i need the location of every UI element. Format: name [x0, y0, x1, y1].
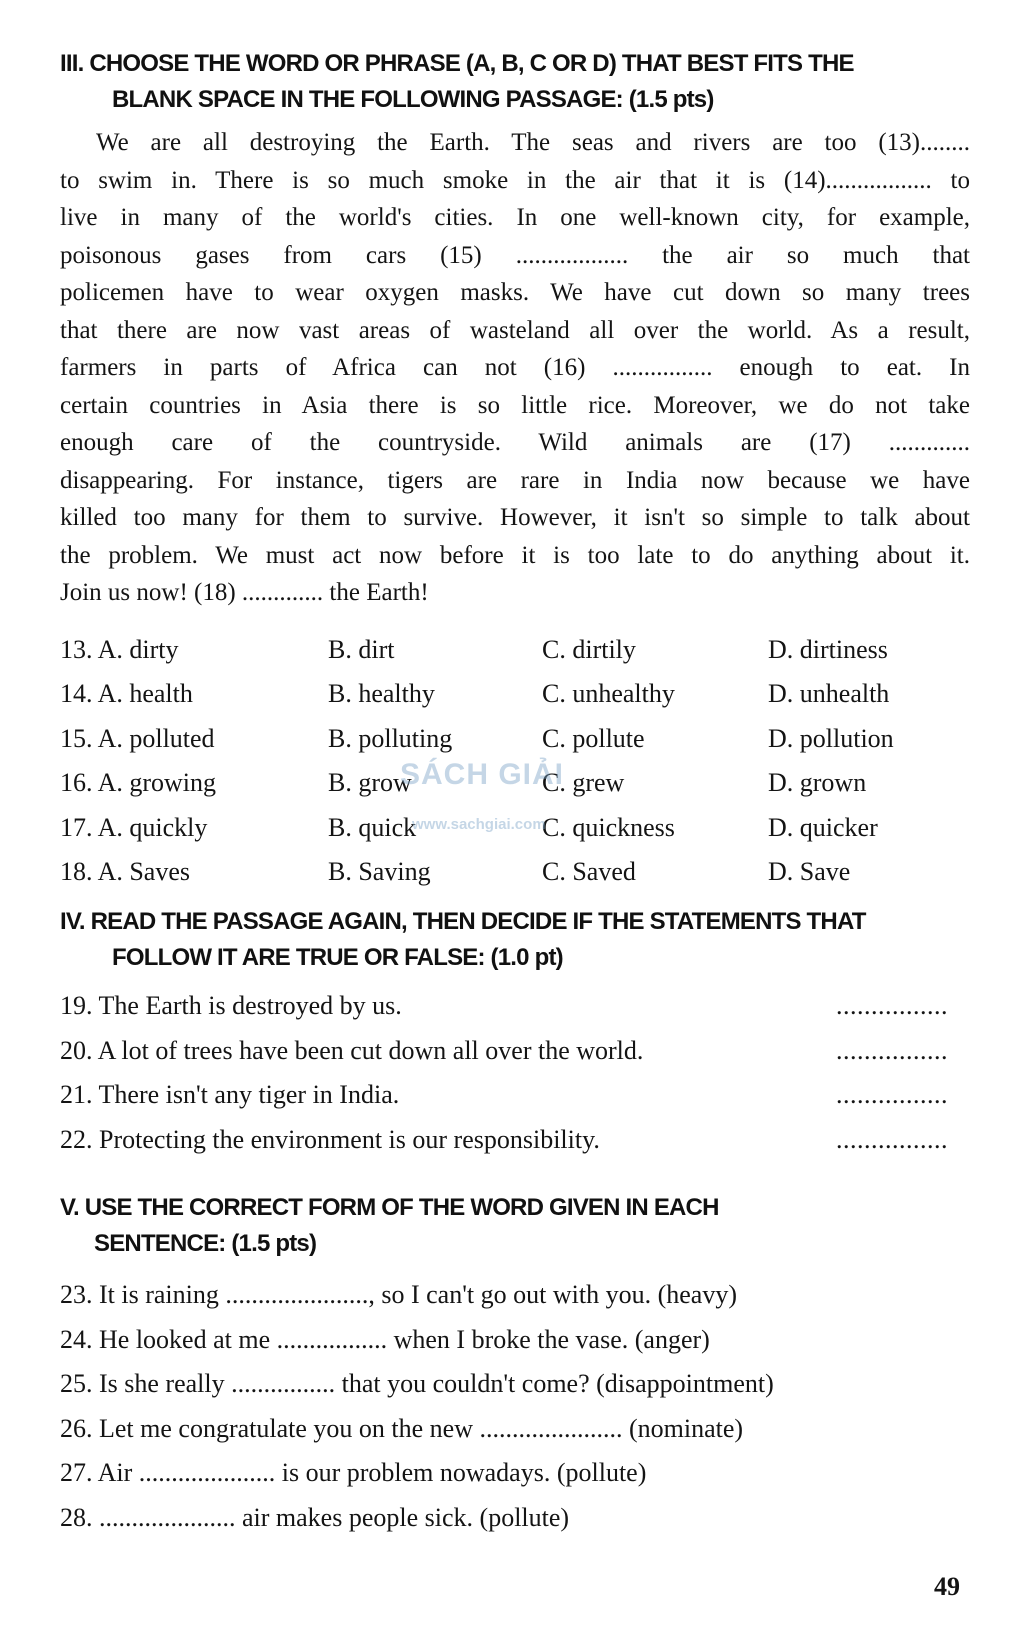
section-5-heading-line-1: V. USE THE CORRECT FORM OF THE WORD GIVEN IN EACH	[60, 1194, 719, 1221]
exercise-item: 28. ..................... air makes people sick. (pollute)	[60, 1502, 570, 1532]
passage-line: Join us now! (18) ............. the Earth!	[60, 579, 429, 606]
option-row	[60, 717, 970, 761]
section-3-heading-line-2: BLANK SPACE IN THE FOLLOWING PASSAGE: (1.5 pts)	[112, 86, 714, 113]
option-a: 18. A. Saves	[60, 856, 190, 886]
passage-line: farmers in parts of Africa can not (16) ................ enough to eat. In	[60, 354, 970, 381]
option-d: D. grown	[768, 768, 867, 798]
statement-text: 21. There isn't any tiger in India.	[60, 1080, 400, 1109]
statement-row	[60, 1073, 970, 1118]
section-4-heading	[60, 904, 970, 976]
passage-line: that there are now vast areas of wasteland all over the world. As a result,	[60, 316, 970, 344]
section-5-heading-line-2: SENTENCE: (1.5 pts)	[94, 1230, 317, 1257]
option-row	[60, 628, 970, 672]
section-3-heading	[60, 46, 970, 118]
option-c: C. quickness	[542, 812, 675, 842]
passage-line: killed too many for them to survive. However, it isn't so simple to talk about	[60, 504, 970, 531]
statement-text: 20. A lot of trees have been cut down all over the world.	[60, 1035, 644, 1065]
statement-row	[60, 1118, 970, 1163]
statement-row	[60, 1029, 970, 1074]
section-4-heading-line-1: IV. READ THE PASSAGE AGAIN, THEN DECIDE IF THE STATEMENTS THAT	[60, 908, 866, 935]
option-a: 14. A. health	[60, 679, 193, 709]
section-3-heading-line-1: III. CHOOSE THE WORD OR PHRASE (A, B, C OR D) THAT BEST FITS THE	[60, 50, 854, 77]
statement-text: 19. The Earth is destroyed by us.	[60, 991, 402, 1020]
option-d: D. dirtiness	[768, 635, 888, 664]
exercise-item: 27. Air ..................... is our problem nowadays. (pollute)	[60, 1458, 647, 1488]
answer-blank: ................	[836, 1124, 948, 1154]
word-form-exercises	[60, 1273, 970, 1541]
option-c: C. Saved	[542, 856, 636, 886]
passage-line: policemen have to wear oxygen masks. We have cut down so many trees	[60, 279, 970, 306]
option-b: B. quick	[328, 812, 417, 842]
statement-text: 22. Protecting the environment is our responsibility.	[60, 1124, 600, 1154]
exercise-item: 24. He looked at me ................. when I broke the vase. (anger)	[60, 1324, 710, 1354]
option-b: B. grow	[328, 768, 412, 798]
passage-line: live in many of the world's cities. In one well-known city, for example,	[60, 204, 970, 231]
option-row	[60, 850, 970, 894]
passage-line: the problem. We must act now before it is too late to do anything about it.	[60, 541, 970, 569]
answer-blank: ................	[836, 1080, 948, 1109]
option-c: C. unhealthy	[542, 679, 675, 709]
statement-row	[60, 984, 970, 1029]
passage-line: to swim in. There is so much smoke in the air that it is (14)................. to	[60, 166, 970, 194]
option-c: C. pollute	[542, 723, 645, 753]
option-d: D. pollution	[768, 723, 894, 753]
watermark-logo: SÁCH GIẢI	[400, 758, 565, 791]
option-a: 16. A. growing	[60, 768, 216, 798]
passage-line: disappearing. For instance, tigers are rare in India now because we have	[60, 466, 970, 494]
answer-blank: ................	[836, 1035, 948, 1065]
option-b: B. healthy	[328, 679, 435, 709]
watermark	[400, 758, 600, 850]
exercise-item: 23. It is raining ......................, so I can't go out with you. (heavy)	[60, 1280, 737, 1309]
option-a: 15. A. polluted	[60, 723, 215, 753]
passage-line: We are all destroying the Earth. The seas and rivers are too (13)........	[96, 129, 970, 156]
option-d: D. Save	[768, 856, 851, 886]
passage-line: poisonous gases from cars (15) .................. the air so much that	[60, 241, 970, 269]
exercise-item: 26. Let me congratulate you on the new ...................... (nominate)	[60, 1413, 744, 1443]
option-d: D. unhealth	[768, 679, 890, 709]
option-a: 13. A. dirty	[60, 635, 179, 664]
page-number: 49	[934, 1572, 960, 1601]
option-b: B. Saving	[328, 856, 431, 886]
section-5-heading	[60, 1190, 970, 1262]
option-c: C. dirtily	[542, 635, 636, 664]
answer-blank: ................	[836, 991, 948, 1020]
passage-line: certain countries in Asia there is so little rice. Moreover, we do not take	[60, 391, 970, 419]
option-c: C. grew	[542, 768, 625, 798]
watermark-url: www.sachgiai.com	[412, 816, 546, 833]
option-b: B. polluting	[328, 723, 453, 753]
exercise-item: 25. Is she really ................ that you couldn't come? (disappointment)	[60, 1369, 774, 1399]
section-4-heading-line-2: FOLLOW IT ARE TRUE OR FALSE: (1.0 pt)	[112, 944, 563, 971]
reading-passage	[60, 124, 970, 612]
option-d: D. quicker	[768, 812, 878, 842]
option-row	[60, 672, 970, 716]
passage-line: enough care of the countryside. Wild animals are (17) .............	[60, 429, 970, 456]
true-false-statements	[60, 984, 970, 1162]
option-a: 17. A. quickly	[60, 812, 208, 842]
option-b: B. dirt	[328, 635, 395, 664]
